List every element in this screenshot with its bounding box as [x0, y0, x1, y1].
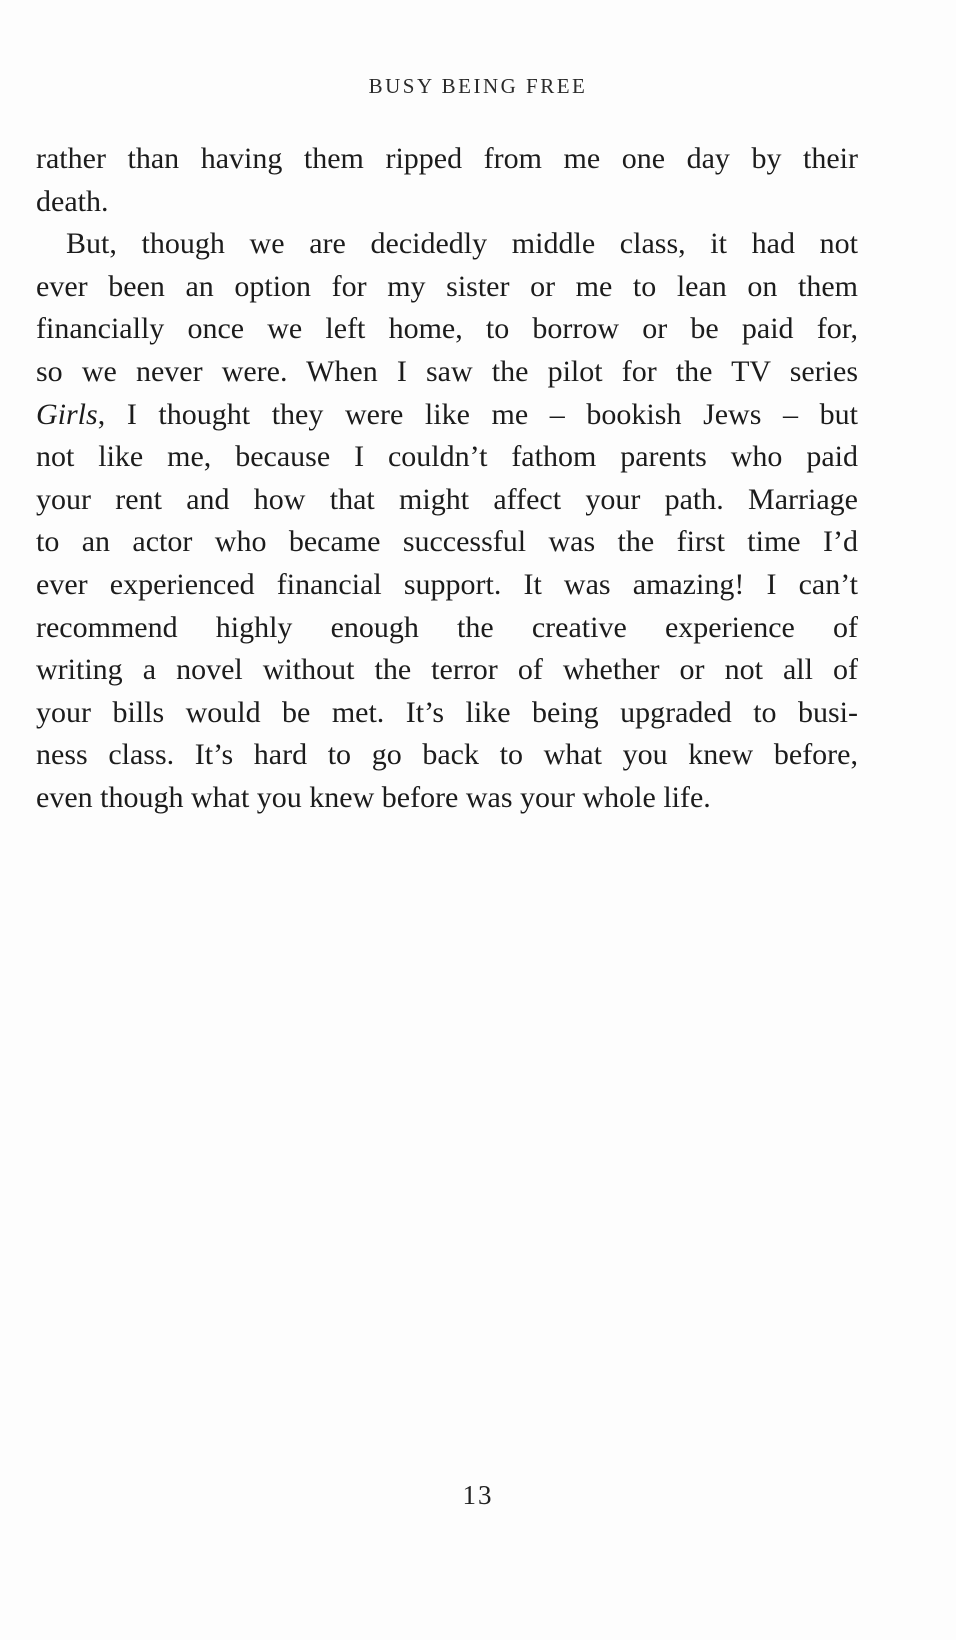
text-line: even though what you knew before was your whole life. — [36, 780, 711, 814]
text-line: rather than having them ripped from me one day by their — [36, 142, 858, 175]
text-line: financially once we left home, to borrow or be paid for, — [36, 312, 858, 346]
text-line-italic-start — [36, 394, 858, 437]
text-line: ever experienced financial support. It was amazing! I can’t — [36, 567, 858, 601]
text-line: your bills would be met. It’s like being upgraded to busi- — [36, 695, 858, 729]
text-line: your rent and how that might affect your path. Marriage — [36, 482, 858, 516]
text-line: so we never were. When I saw the pilot for the TV series — [36, 354, 858, 388]
text-line: recommend highly enough the creative experience of — [36, 610, 858, 644]
text-line-rest: , I thought they were like me – bookish Jews – but — [97, 397, 858, 431]
text-line: not like me, because I couldn’t fathom parents who paid — [36, 440, 858, 474]
text-line: to an actor who became successful was the first time I’d — [36, 525, 858, 559]
text-line: But, though we are decidedly middle class, it had not — [66, 227, 858, 261]
italic-title: Girls — [36, 397, 98, 431]
text-line: ness class. It’s hard to go back to what you knew before, — [36, 738, 858, 772]
running-head: BUSY BEING FREE — [368, 74, 588, 98]
page-number: 13 — [462, 1480, 494, 1510]
text-line: death. — [36, 184, 109, 218]
text-line: ever been an option for my sister or me to lean on them — [36, 269, 858, 303]
text-line: writing a novel without the terror of whether or not all of — [36, 653, 858, 687]
body-text — [36, 138, 858, 820]
